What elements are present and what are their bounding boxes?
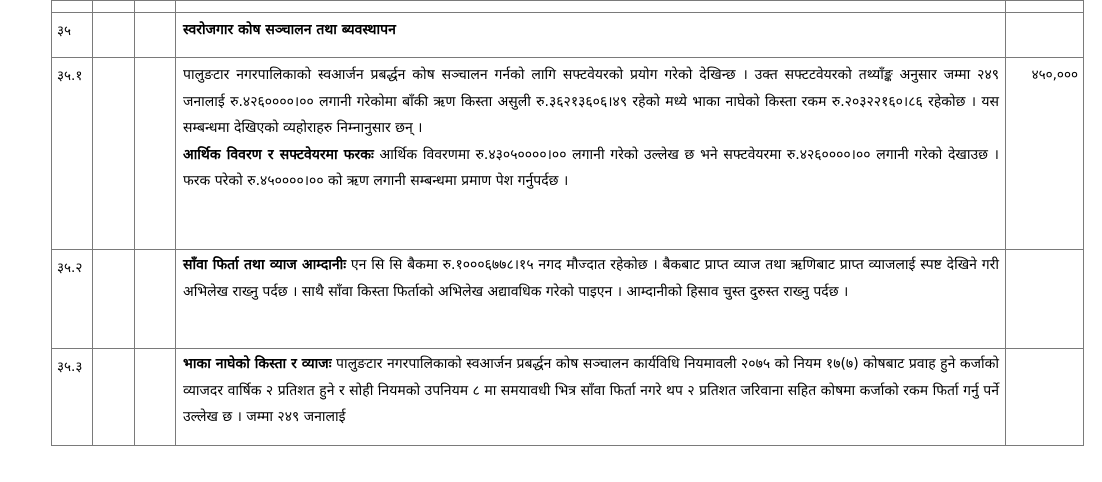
row-number: ३५.३ [52, 349, 93, 446]
cell-empty [135, 58, 176, 250]
row-description [176, 58, 1006, 250]
cell-empty [93, 349, 135, 446]
table-row-section-35 [52, 13, 1084, 58]
row-paragraph-text: आर्थिक विवरणमा रु.४३०५००००।०० लगानी गरेको उल्लेख छ भने सफ्टवेयरमा रु.४२६००००।०० लगानी गरेको देखाउछ । फरक परेको रु.४५००००।०० को ऋण लगानी सम्बन्धमा प्रमाण पेश गर्नुपर्दछ । [183, 146, 999, 189]
row-description [176, 250, 1006, 349]
cell-empty [93, 58, 135, 250]
row-amount: ४५०,००० [1006, 58, 1084, 250]
cell-empty [135, 349, 176, 446]
row-paragraph-text: एन सि सि बैकमा रु.१०००६७७८।१५ नगद मौज्दात रहेकोछ । बैकबाट प्राप्त व्याज तथा ऋणिबाट प्राप्त व्याजलाई स्पष्ट देखिने गरी अभिलेख राख्नु पर्दछ । साथै साँवा किस्ता फिर्ताको अभिलेख अद्यावधिक गरेको पाइएन । आम्दानीको हिसाव चुस्त दुरुस्त राख्नु पर्दछ । [183, 257, 999, 300]
table-row-previous [52, 1, 1084, 13]
table-row-35-1 [52, 58, 1084, 250]
cell-empty [135, 13, 176, 58]
cell-empty [52, 1, 93, 13]
row-bold-label: आर्थिक विवरण र सफ्टवेयरमा फरकः [183, 146, 374, 163]
row-paragraph-text: पालुङटार नगरपालिकाको स्वआर्जन प्रबर्द्धन कोष सञ्चालन कार्यविधि नियमावली २०७५ को नियम १७(७) कोषबाट प्रवाह हुने कर्जाको व्याजदर वार्षिक २ प्रतिशत हुने र सोही नियमको उपनियम ८ मा समयावधी भित्र साँवा फिर्ता नगरे थप २ प्रतिशत जरिवाना सहित कोषमा कर्जाको रकम फिर्ता गर्नु पर्ने उल्लेख छ । जम्मा २४९ जनालाई [183, 356, 1000, 425]
row-paragraph [183, 351, 999, 431]
row-bold-label: साँवा फिर्ता तथा व्याज आम्दानीः [183, 257, 347, 273]
row-paragraph [183, 252, 999, 305]
row-bold-label: भाका नाघेको किस्ता र व्याजः [183, 356, 332, 372]
row-paragraph-2 [183, 142, 999, 195]
cell-empty [93, 1, 135, 13]
row-description [176, 349, 1006, 446]
section-title: स्वरोजगार कोष सञ्चालन तथा ब्यवस्थापन [176, 13, 1006, 58]
row-amount [1006, 250, 1084, 349]
row-number: ३५.२ [52, 250, 93, 349]
table-row-35-2 [52, 250, 1084, 349]
cell-empty [1006, 13, 1084, 58]
cell-empty [135, 1, 176, 13]
cell-empty [93, 250, 135, 349]
section-number: ३५ [52, 13, 93, 58]
row-amount [1006, 349, 1084, 446]
table-row-35-3 [52, 349, 1084, 446]
row-paragraph: पालुङटार नगरपालिकाको स्वआर्जन प्रबर्द्धन कोष सञ्चालन गर्नको लागि सफ्टवेयरको प्रयोग गरेको देखिन्छ । उक्त सफ्टटवेयरको तथ्याँङ्क अनुसार जम्मा २४९ जनालाई रु.४२६००००।०० लगानी गरेकोमा बाँकी ऋण किस्ता असुली रु.३६२१३६०६।४९ रहेको मध्ये भाका नाघेको किस्ता रकम रु.२०३२२१६०।८६ रहेकोछ । यस सम्बन्धमा देखिएको व्यहोराहरु निम्नानुसार छन् । [183, 67, 999, 136]
cell-empty [176, 1, 1006, 13]
audit-table [51, 0, 1084, 446]
cell-empty [93, 13, 135, 58]
cell-empty [1006, 1, 1084, 13]
row-number: ३५.१ [52, 58, 93, 250]
cell-empty [135, 250, 176, 349]
